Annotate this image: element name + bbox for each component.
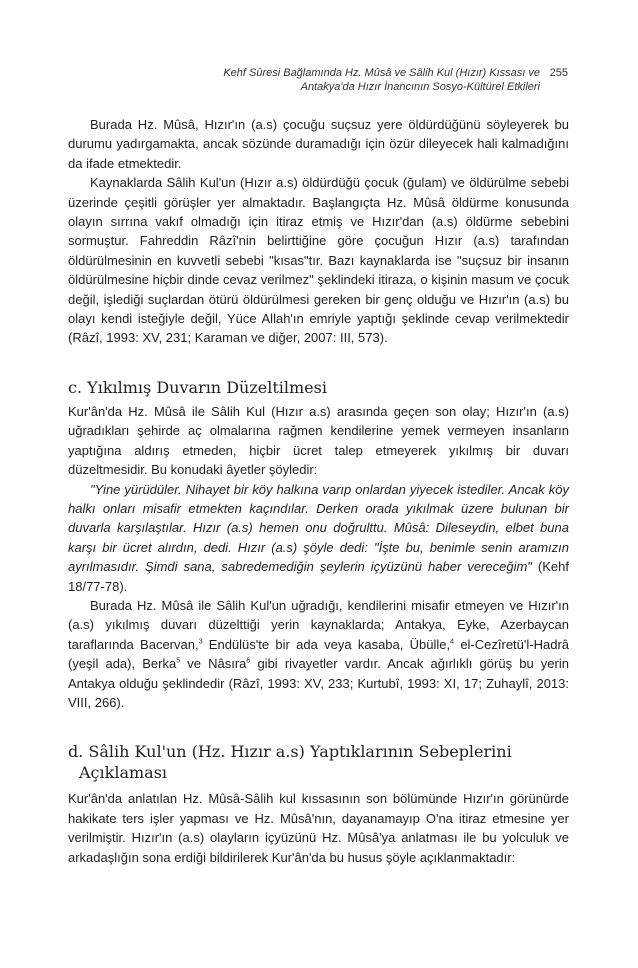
footnote-ref-4[interactable]: 4 [450,638,455,646]
page-body [68,115,569,867]
quran-quote [68,480,569,596]
paragraph-5-text: Burada Hz. Mûsâ ile Sâlih Kul'un uğradığı, kendilerini misafir etmeyen ve Hızır'ın (a.s) yıkılmış duvarı düzelttiği yerin kaynaklarda; Antakya, Eyke, Azerbaycan taraflarında Bacervan, [68,597,569,652]
paragraph-6: Kur'ân'da anlatılan Hz. Mûsâ-Sâlih kul kıssasının son bölümünde Hızır'ın görünürde hakikate ters işler yapması ve Hz. Mûsâ'nın, dayanamayıp O'na itiraz etmesine yer verilmiştir. Hızır'ın (a.s) olayların içyüzünü Hz. Mûsâ'ya anlatması ile bu yolculuk ve arkadaşlığın sona erdiği bildirilerek Kur'ân'da bu husus şöyle açıklanmaktadır: [68,791,569,865]
paragraph-1: Burada Hz. Mûsâ, Hızır'ın (a.s) çocuğu suçsuz yere öldürdüğünü söyleyerek bu durumu yadırgamakta, ancak sözünde duramadığı için özür dileyecek hali kalmadığını da ifade etmektedir. [68,117,569,171]
footnote-ref-5[interactable]: 5 [176,657,181,665]
paragraph-5-text: ve Nâsıra [180,656,247,672]
section-heading-d-line1: d. Sâlih Kul'un (Hz. Hızır a.s) Yaptıklarının Sebeplerini [68,742,512,762]
page-number: 255 [549,67,568,79]
footnote-ref-3[interactable]: 3 [198,638,203,646]
running-header-title: Kehf Sûresi Bağlamında Hz. Mûsâ ve Sâlih Kul (Hızır) Kıssası ve [223,67,540,79]
paragraph-5-text: Endülüs'te bir ada veya kasaba, Übülle, [202,636,451,652]
section-heading-d [68,741,569,783]
quote-reference: (Kehf 18/77-78). [68,559,569,594]
paragraph-2: Kaynaklarda Sâlih Kul'un (Hızır a.s) öldürdüğü çocuk (ğulam) ve öldürülme sebebi üzerinde çeşitli görüşler yer almaktadır. Başlangıçta Hz. Mûsâ öldürme konusunda olayın sırrına vakıf olmadığı için itiraz etmiş ve Hızır'dan (a.s) öldürme sebebini sormuştur. Fahreddin Râzî'nin belirttiğine göre çocuğun Hızır (a.s) tarafından öldürülmesinin en kuvvetli sebebi "kısas"tır. Bazı kaynaklarda ise "suçsuz bir insanın öldürülmesine hiçbir dinde cevaz verilmez" şeklindeki itiraza, o kişinin masum ve çocuk değil, işlediği suçlardan ötürü öldürülmesi gereken bir genç olduğu ve Hızır'ın (a.s) bu olayı kendi isteğiyle değil, Yüce Allah'ın emriyle yaptığı şeklinde cevap verilmektedir (Râzî, 1993: XV, 231; Karaman ve diğer, 2007: III, 573). [68,175,569,346]
section-heading-c: c. Yıkılmış Duvarın Düzeltilmesi [68,377,327,397]
paragraph-5-text: gibi rivayetler vardır. Ancak ağırlıklı görüş bu yerin Antakya olduğu şeklindedir (Râzî, 1993: XV, 233; Kurtubî, 1993: XI, 17; Zuhaylî, 2013: VIII, 266). [68,656,569,710]
running-header [150,66,568,94]
running-header-subtitle: Antakya'da Hızır İnancının Sosyo-Kültürel Etkileri [300,81,540,93]
quote-text: "Yine yürüdüler. Nihayet bir köy halkına varıp onlardan yiyecek istediler. Ancak köy halkı onları misafir etmekten kaçındılar. Derken orada yıkılmak üzere bulunan bir duvarla karşılaştılar. Hızır (a.s) hemen onu doğrulttu. Mûsâ: Dileseydin, elbet buna karşı bir ücret alırdın, dedi. Hızır (a.s) şöyle dedi: "İşte bu, benimle senin aramızın ayrılmasıdır. Şimdi sana, sabredemediğin şeylerin içyüzünü haber vereceğim" [68,481,569,575]
footnote-ref-6[interactable]: 6 [246,657,251,665]
paragraph-5 [68,596,569,712]
paragraph-5-text: el-Cezîretü'l-Hadrâ (yeşil ada), Berka [68,636,570,672]
section-heading-d-line2: Açıklaması [79,763,168,783]
paragraph-3: Kur'ân'da Hz. Mûsâ ile Sâlih Kul (Hızır a.s) arasında geçen son olay; Hızır'ın (a.s) uğradıkları şehirde aç olmalarına rağmen kendilerine yemek vermeyen insanların yaptığına aldırış etmeden, hiçbir ücret talep etmeyerek yıkılmış bir duvarı düzeltmesidir. Bu konudaki âyetler şöyledir: [68,403,569,478]
